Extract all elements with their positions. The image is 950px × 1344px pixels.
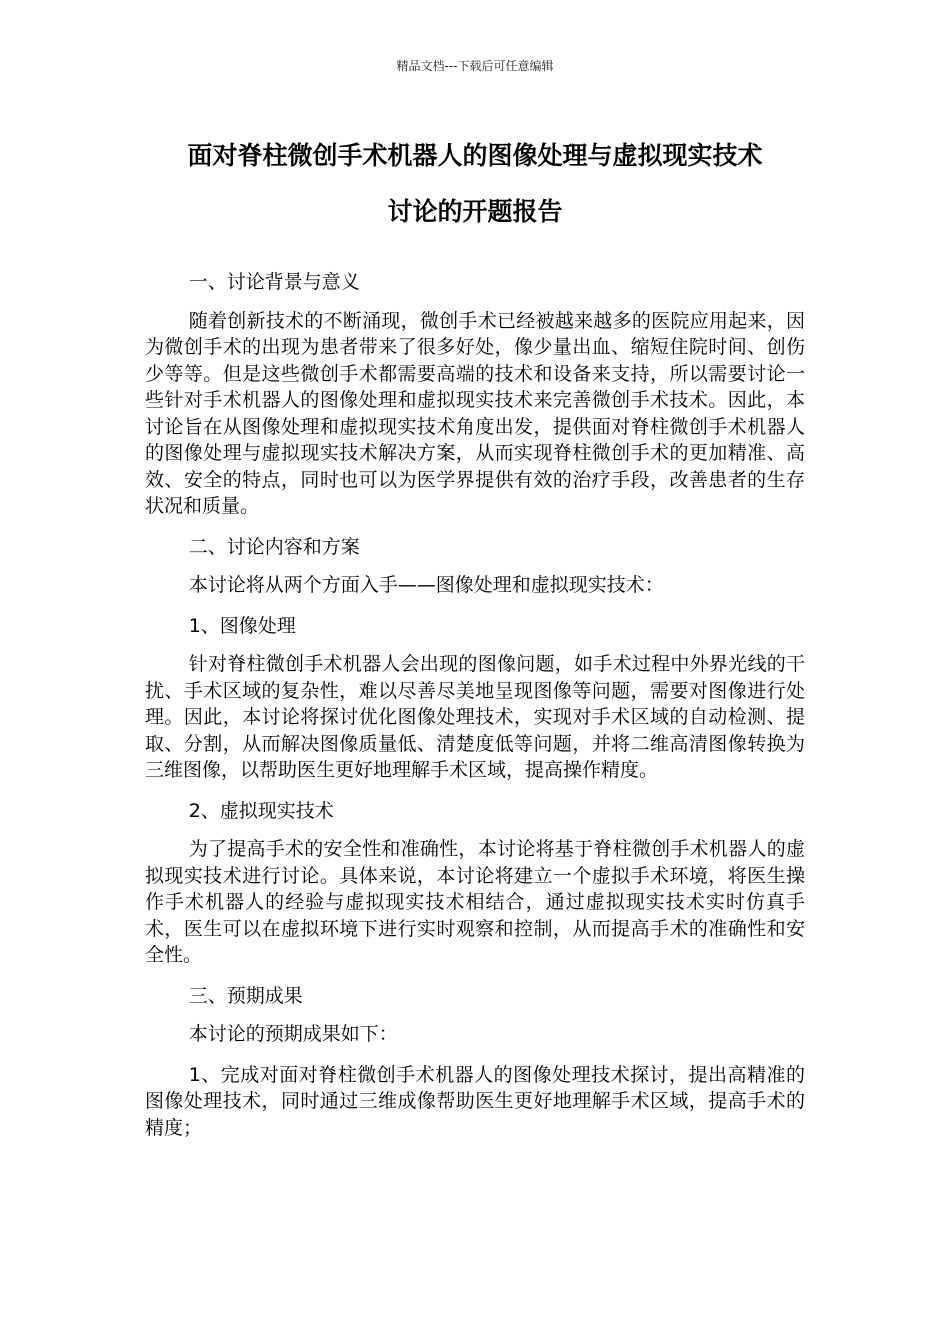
paragraph-background: 随着创新技术的不断涌现，微创手术已经被越来越多的医院应用起来，因为微创手术的出现为患者带来了很多好处，像少量出血、缩短住院时间、创伤少等等。但是这些微创手术都需要高端的技术和设备来支持，所以需要讨论一些针对手术机器人的图像处理和虚拟现实技术来完善微创手术技术。因此，本讨论旨在从图像处理和虚拟现实技术角度出发，提供面对脊柱微创手术机器人的图像处理与虚拟现实技术解决方案，从而实现脊柱微创手术的更加精准、高效、安全的特点，同时也可以为医学界提供有效的治疗手段，改善患者的生存状况和质量。 bbox=[145, 309, 805, 517]
paragraph-content-intro: 本讨论将从两个方面入手——图像处理和虚拟现实技术： bbox=[188, 574, 664, 596]
section-heading-background: 一、讨论背景与意义 bbox=[188, 271, 360, 293]
subsection-heading-image-processing: 1、图像处理 bbox=[188, 614, 296, 637]
section-heading-content-plan: 二、讨论内容和方案 bbox=[188, 535, 360, 558]
section-heading-expected-results: 三、预期成果 bbox=[188, 984, 303, 1007]
document-body bbox=[145, 269, 805, 1155]
page-header-watermark: 精品文档---下载后可任意编辑 bbox=[396, 59, 554, 73]
paragraph-virtual-reality: 为了提高手术的安全性和准确性，本讨论将基于脊柱微创手术机器人的虚拟现实技术进行讨论。具体来说，本讨论将建立一个虚拟手术环境，将医生操作手术机器人的经验与虚拟现实技术相结合，通过虚拟现实技术实时仿真手术，医生可以在虚拟环境下进行实时观察和控制，从而提高手术的准确性和安全性。 bbox=[145, 838, 805, 966]
subsection-heading-virtual-reality: 2、虚拟现实技术 bbox=[188, 799, 334, 822]
document-title-line-2: 讨论的开题报告 bbox=[387, 197, 563, 226]
paragraph-image-processing: 针对脊柱微创手术机器人会出现的图像问题，如手术过程中外界光线的干扰、手术区域的复杂性，难以尽善尽美地呈现图像等问题，需要对图像进行处理。因此，本讨论将探讨优化图像处理技术，实现对手术区域的自动检测、提取、分割，从而解决图像质量低、清楚度低等问题，并将二维高清图像转换为三维图像，以帮助医生更好地理解手术区域，提高操作精度。 bbox=[145, 653, 805, 781]
list-item-expected-result-1: 1、完成对面对脊柱微创手术机器人的图像处理技术探讨，提出高精准的图像处理技术，同时通过三维成像帮助医生更好地理解手术区域，提高手术的精度； bbox=[145, 1063, 805, 1139]
paragraph-expected-results-intro: 本讨论的预期成果如下： bbox=[188, 1023, 398, 1045]
document-title-line-1: 面对脊柱微创手术机器人的图像处理与虚拟现实技术 bbox=[187, 141, 763, 170]
